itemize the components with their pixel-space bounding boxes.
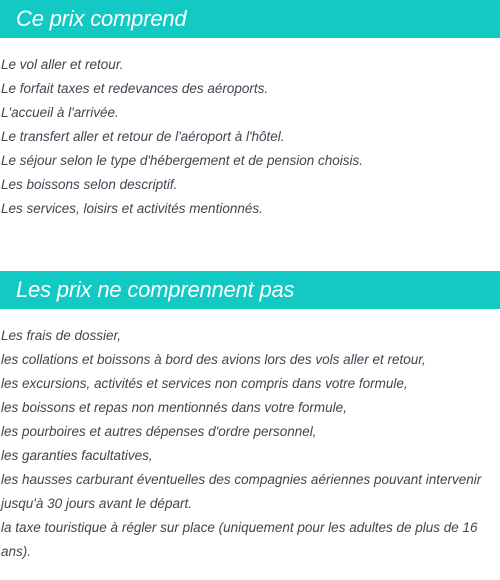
list-item: les collations et boissons à bord des avions lors des vols aller et retour, xyxy=(1,352,426,367)
list-item: Les boissons selon descriptif. xyxy=(1,177,178,192)
list-item: Les frais de dossier, xyxy=(1,328,122,343)
list-item: les hausses carburant éventuelles des compagnies aériennes pouvant intervenir jusqu'à 30 jours avant le départ. xyxy=(1,472,482,511)
list-item: les garanties facultatives, xyxy=(1,448,153,463)
excluded-section-title: Les prix ne comprennent pas xyxy=(16,277,295,302)
list-item: Le vol aller et retour. xyxy=(1,57,124,72)
list-item: les boissons et repas non mentionnés dans votre formule, xyxy=(1,400,347,415)
list-item: Les services, loisirs et activités mentionnés. xyxy=(1,201,263,216)
list-item: Le forfait taxes et redevances des aéroports. xyxy=(1,81,269,96)
list-item: la taxe touristique à régler sur place (uniquement pour les adultes de plus de 16 ans). xyxy=(1,520,478,559)
excluded-list xyxy=(0,324,500,564)
list-item: L'accueil à l'arrivée. xyxy=(1,105,119,120)
list-item: Le transfert aller et retour de l'aéroport à l'hôtel. xyxy=(1,129,285,144)
list-item: les pourboires et autres dépenses d'ordre personnel, xyxy=(1,424,317,439)
list-item: Le séjour selon le type d'hébergement et de pension choisis. xyxy=(1,153,364,168)
included-section-title: Ce prix comprend xyxy=(16,6,187,31)
list-item: les excursions, activités et services non compris dans votre formule, xyxy=(1,376,408,391)
included-list xyxy=(0,53,500,221)
excluded-section-header xyxy=(0,271,500,309)
included-section-header xyxy=(0,0,500,38)
